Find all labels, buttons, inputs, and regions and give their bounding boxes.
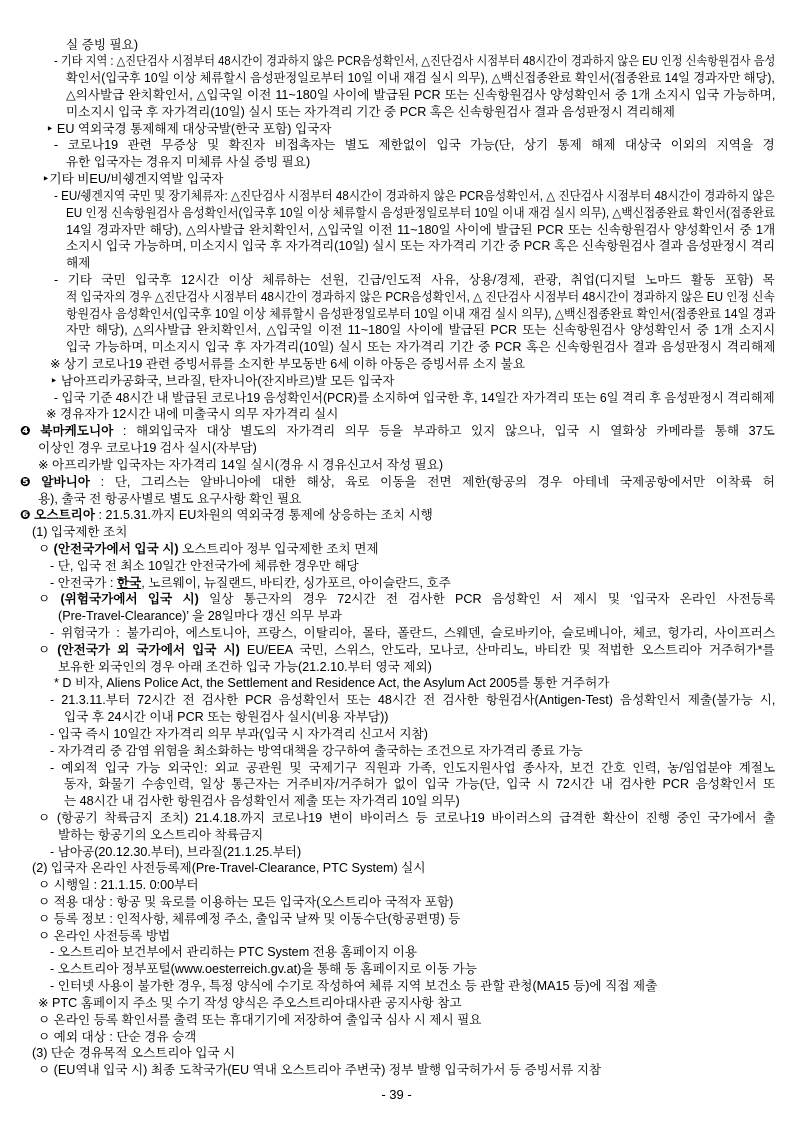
line-text: 보유한 외국인의 경우 아래 조건하 입국 가능(21.2.10.부터 영국 제외) xyxy=(58,659,432,674)
line-text: - 단, 입국 전 최소 10일간 안전국가에 체류한 경우만 해당 xyxy=(50,558,359,573)
subsection-heading xyxy=(32,524,775,541)
document-body xyxy=(0,37,793,1079)
text-line xyxy=(50,625,775,642)
section-heading-north-macedonia xyxy=(20,423,775,440)
list-marker: ㅇ xyxy=(38,541,54,556)
section-title: ❺ 알바니아 xyxy=(20,474,90,489)
line-content xyxy=(20,507,433,524)
text-line xyxy=(64,709,775,726)
line-text: ※ 경유자가 12시간 내에 미출국시 의무 자가격리 실시 xyxy=(46,407,339,422)
text-line xyxy=(64,793,775,810)
line-text: 일상 통근자의 경우 72시간 전 검사한 PCR 음성확인 서 제시 및 ‘입국자 온라인 사전등록 xyxy=(198,592,776,607)
text-line xyxy=(66,238,775,255)
list-item xyxy=(38,894,775,911)
line-text: ㅇ 온라인 등록 확인서를 출력 또는 휴대기기에 저장하여 출입국 심사 시 제시 필요 xyxy=(38,1012,482,1027)
line-text: ※ 아프리카발 입국자는 자가격리 14일 실시(경유 시 경유신고서 작성 필요) xyxy=(38,457,444,472)
list-item xyxy=(38,911,775,928)
line-text: - 위험국가 : 불가리아, 에스토니아, 프랑스, 이탈리아, 몰타, 폴란드, 스웨덴, 슬로바키아, 슬로베니아, 체코, 헝가리, 사이프러스 xyxy=(50,626,776,641)
line-text: - 입국 기준 48시간 내 발급된 코로나19 음성확인서(PCR)를 소지하여 입국한 후, 14일간 자가격리 또는 6일 격리 후 음성판정시 격리해제 xyxy=(54,390,775,405)
text-line xyxy=(66,322,775,339)
text-line xyxy=(66,289,775,306)
list-marker: ㅇ xyxy=(38,592,61,607)
text-line xyxy=(58,608,775,625)
text-line xyxy=(66,104,775,121)
list-marker: ㅇ xyxy=(38,642,58,657)
note-line xyxy=(38,457,775,474)
line-text: (3) 단순 경유목적 오스트리아 입국 시 xyxy=(32,1046,236,1061)
line-text: - 입국 즉시 10일간 자가격리 의무 부과(입국 시 자가격리 신고서 지참) xyxy=(50,726,428,741)
list-item xyxy=(38,591,775,608)
page-number: - 39 - xyxy=(381,1087,412,1102)
text-line xyxy=(66,70,775,87)
line-text: ㅇ 온라인 사전등록 방법 xyxy=(38,928,171,943)
line-text: - 남아공(20.12.30.부터), 브라질(21.1.25.부터) xyxy=(50,844,302,859)
line-text: △의사발급 완치확인서, △입국일 이전 11~180일 사이에 발급된 PCR 또는 신속항원검사 양성확인서 중 1개 소지시 입국 가능하며, xyxy=(66,88,776,103)
line-text: - 기타 지역 : △진단검사 시점부터 48시간이 경과하지 않은 PCR음성확인서, △진단검사 시점부터 48시간이 경과하지 않은 EU 인정 신속항원검사 음성 xyxy=(54,54,776,69)
text-line xyxy=(54,272,775,289)
line-text: 소지시 입국 가능하며, 미소지시 입국 후 자가격리(10일) 실시 또는 자가격리 기간 중 PCR 혹은 신속항원검사 결과 음성판정시 격리 xyxy=(66,239,776,254)
line-text: 확인서(입국후 10일 이상 체류할시 음성판정일로부터 10일 이내 재검 실시 의무), △백신접종완료 확인서(접종완료 14일 경과자만 해당), xyxy=(66,71,775,86)
emphasis: (안전국가에서 입국 시) xyxy=(53,541,179,556)
line-text: : 단, 그리스는 알바니아에 대한 해상, 육로 이동을 전면 제한(항공의 경우 아테네 국제공항에서만 이착륙 허 xyxy=(89,474,775,489)
list-item xyxy=(38,642,775,659)
line-text: EU/EEA 국민, 스위스, 안도라, 모나코, 산마리노, 바티칸 및 적법한 오스트리아 거주허가*를 xyxy=(239,642,775,657)
line-text: ‣ 남아프리카공화국, 브라질, 탄자니아(잔지바르)발 모든 입국자 xyxy=(50,373,395,388)
text-line xyxy=(66,37,775,54)
line-text: 미소지시 입국 후 자가격리(10일) 실시 또는 자가격리 기간 중 PCR 혹은 신속항원검사 결과 음성판정시 격리해제 xyxy=(66,104,675,119)
emphasis xyxy=(117,576,141,590)
line-text: ‣ EU 역외국경 통제해제 대상국발(한국 포함) 입국자 xyxy=(46,121,332,136)
list-item xyxy=(38,810,775,827)
list-item xyxy=(38,1029,775,1046)
line-text: 항원검사 음성확인서(입국후 10일 이상 체류할시 음성판정일로부터 10일 이내 재검 실시 의무), △백신접종완료 확인서(접종완료 14일 경과 xyxy=(66,306,776,321)
line-text: - 자가격리 중 감염 위험을 최소화하는 방역대책을 강구하여 출국하는 조건으로 자가격리 종료 가능 xyxy=(50,743,583,758)
line-text: EU 인정 신속항원검사 음성확인서(입국후 10일 이상 체류할시 음성판정일로부터 10일 이내 재검 실시 의무), △백신접종완료 확인서(접종완료 xyxy=(66,205,776,220)
line-text: ‣기타 비EU/비쉥겐지역발 입국자 xyxy=(42,172,224,187)
list-item xyxy=(38,541,775,558)
text-line xyxy=(50,944,775,961)
list-item xyxy=(38,1012,775,1029)
line-text: 14일 경과자만 해당), △의사발급 완치확인서, △입국일 이전 11~180일 사이에 발급된 PCR 또는 신속항원검사 양성확인서 중 1개 xyxy=(66,222,776,237)
line-text: (1) 입국제한 조치 xyxy=(32,525,128,540)
line-text: (2) 입국자 온라인 사전등록제(Pre-Travel-Clearance, PTC System) 실시 xyxy=(32,861,426,876)
underlined-text: 한국 xyxy=(116,575,142,590)
line-text: ㅇ (항공기 착륙금지 조치) 21.4.18.까지 코로나19 변이 바이러스 등 코로나19 바이러스의 급격한 확산이 진행 중인 국가에서 출 xyxy=(38,810,776,825)
text-line xyxy=(66,205,775,222)
text-line xyxy=(66,306,775,323)
text-line xyxy=(58,827,775,844)
text-line xyxy=(50,978,775,995)
line-text: - 21.3.11.부터 72시간 전 검사한 PCR 음성확인서 또는 48시간 전 검사한 항원검사(Antigen-Test) 음성확인서 제출(불가능 시, xyxy=(50,693,776,708)
line-text: 자만 해당), △의사발급 완치확인서, △입국일 이전 11~180일 사이에 발급된 PCR 또는 신속항원검사 양성확인서 중 1개 소지시 xyxy=(66,323,776,338)
line-text: - 인터넷 사용이 불가한 경우, 특정 양식에 수기로 작성하여 체류 지역 보건소 등 관할 관청(MA15 등)에 직접 제출 xyxy=(50,979,658,994)
bullet-heading xyxy=(50,373,775,390)
line-text: , 노르웨이, 뉴질랜드, 바티칸, 싱가포르, 아이슬란드, 호주 xyxy=(141,575,451,590)
line-text: 용), 출국 전 항공사별로 별도 요구사항 확인 필요 xyxy=(38,491,302,506)
text-line xyxy=(50,575,775,592)
line-text: 적 입국자의 경우 △진단검사 시점부터 48시간이 경과하지 않은 PCR음성확인서, △ 진단검사 시점부터 48시간이 경과하지 않은 EU 인정 신속 xyxy=(66,289,775,304)
text-line xyxy=(38,491,775,508)
line-content xyxy=(38,541,379,558)
line-text: 동자, 화물기 수송인력, 일상 통근자는 거주비자/거주허가 없이 입국 가능(단, 입국 시 72시간 내 검사한 PCR 음성확인서 또 xyxy=(64,777,776,792)
bullet-heading xyxy=(46,121,775,138)
text-line xyxy=(50,961,775,978)
text-line xyxy=(38,440,775,457)
line-text: - EU/쉥겐지역 국민 및 장기체류자: △진단검사 시점부터 48시간이 경과하지 않은 PCR음성확인서, △ 진단검사 시점부터 48시간이 경과하지 않은 xyxy=(54,188,775,203)
line-text: ㅇ 예외 대상 : 단순 경유 승객 xyxy=(38,1029,197,1044)
line-text: 입국 가능하며, 미소지시 입국 후 자가격리(10일) 실시 또는 자가격리 기간 중 PCR 혹은 신속항원검사 결과 음성판정시 격리해제 xyxy=(66,340,776,355)
text-line xyxy=(50,692,775,709)
line-content xyxy=(20,474,775,491)
note-line xyxy=(38,995,775,1012)
section-heading-albania xyxy=(20,474,775,491)
text-line xyxy=(66,339,775,356)
line-text: : 21.5.31.까지 EU차원의 역외국경 통제에 상응하는 조치 시행 xyxy=(95,508,433,523)
line-text: 실 증빙 필요) xyxy=(66,37,139,52)
text-line xyxy=(50,558,775,575)
subsection-heading xyxy=(32,860,775,877)
line-content xyxy=(50,575,451,592)
line-text: - 오스트리아 정부포털(www.oesterreich.gv.at)을 통해 동 홈페이지로 이동 가능 xyxy=(50,962,477,977)
text-line xyxy=(66,87,775,104)
section-heading-austria xyxy=(20,507,775,524)
line-text: 해제 xyxy=(66,256,91,271)
footnote-line xyxy=(54,675,775,692)
text-line xyxy=(50,726,775,743)
emphasis: (위험국가에서 입국 시) xyxy=(60,592,199,607)
text-line xyxy=(50,844,775,861)
line-text: ㅇ 적용 대상 : 항공 및 육로를 이용하는 모든 입국자(오스트리아 국적자 포함) xyxy=(38,895,454,910)
emphasis: (안전국가 외 국가에서 입국 시) xyxy=(57,642,240,657)
text-line xyxy=(66,222,775,239)
text-line xyxy=(58,659,775,676)
text-line xyxy=(66,154,775,171)
line-text: 입국 후 24시간 이내 PCR 또는 항원검사 실시(비용 자부담)) xyxy=(64,710,389,725)
text-line xyxy=(50,743,775,760)
list-item xyxy=(38,877,775,894)
line-text: ※ 상기 코로나19 관련 증빙서류를 소지한 부모동반 6세 이하 아동은 증빙서류 소지 불요 xyxy=(50,357,526,372)
line-text: ※ PTC 홈페이지 주소 및 수기 작성 양식은 주오스트리아대사관 공지사항 참고 xyxy=(38,995,462,1010)
line-text: 이상인 경우 코로나19 검사 실시(자부담) xyxy=(38,441,257,456)
note-line xyxy=(50,356,775,373)
line-text: : 해외입국자 대상 별도의 자가격리 의무 등을 부과하고 있지 않으나, 입국 시 열화상 카메라를 통해 37도 xyxy=(113,424,775,439)
line-text: - 코로나19 관련 무증상 및 확진자 비접촉자는 별도 제한없이 입국 가능(단, 상기 통제 해제 대상국 이외의 지역을 경 xyxy=(54,138,775,153)
line-text: 유한 입국자는 경유지 미체류 사실 증빙 필요) xyxy=(66,155,311,170)
text-line xyxy=(50,760,775,777)
line-text: (Pre-Travel-Clearance)’ 을 28일마다 갱신 의무 부과 xyxy=(58,609,342,624)
line-text: ㅇ 등록 정보 : 인적사항, 체류예정 주소, 출입국 날짜 및 이동수단(항공편명) 등 xyxy=(38,911,461,926)
section-title: ❻ 오스트리아 xyxy=(20,508,95,523)
line-text: ㅇ (EU역내 입국 시) 최종 도착국가(EU 역내 오스트리아 주변국) 정부 발행 입국허가서 등 증빙서류 지참 xyxy=(38,1063,602,1078)
line-text: - 기타 국민 입국후 12시간 이상 체류하는 선원, 긴급/인도적 사유, 상용/경제, 관광, 취업(디지털 노마드 활동 포함) 목 xyxy=(54,272,775,287)
line-text: - 안전국가 : xyxy=(50,575,117,590)
text-line xyxy=(54,188,775,205)
line-text: 는 48시간 내 검사한 항원검사 음성확인서 제출 또는 자가격리 10일 의무) xyxy=(64,794,460,809)
section-title: ❹ 북마케도니아 xyxy=(20,424,114,439)
line-text: 오스트리아 정부 입국제한 조치 면제 xyxy=(178,541,379,556)
line-text: * D 비자, Aliens Police Act, the Settlement and Residence Act, the Asylum Act 2005를 통한 거주허가 xyxy=(54,676,610,691)
line-text: - 예외적 입국 가능 외국인: 외교 공관원 및 국제기구 직원과 가족, 인도지원사업 종사자, 보건 간호 인력, 농/임업분야 계절노 xyxy=(50,760,776,775)
line-content xyxy=(38,591,775,608)
subsection-heading xyxy=(32,1045,775,1062)
list-item xyxy=(38,928,775,945)
text-line xyxy=(54,53,775,70)
line-text: ㅇ 시행일 : 21.1.15. 0:00부터 xyxy=(38,878,199,893)
text-line xyxy=(54,137,775,154)
list-item xyxy=(38,1062,775,1079)
line-text: - 오스트리아 보건부에서 관리하는 PTC System 전용 홈페이지 이용 xyxy=(50,945,418,960)
line-content xyxy=(38,642,775,659)
note-line xyxy=(46,406,775,423)
text-line xyxy=(54,390,775,407)
text-line xyxy=(64,776,775,793)
bullet-heading xyxy=(42,171,775,188)
line-text: 발하는 항공기의 오스트리아 착륙금지 xyxy=(58,827,264,842)
text-line xyxy=(66,255,775,272)
line-content xyxy=(20,423,775,440)
